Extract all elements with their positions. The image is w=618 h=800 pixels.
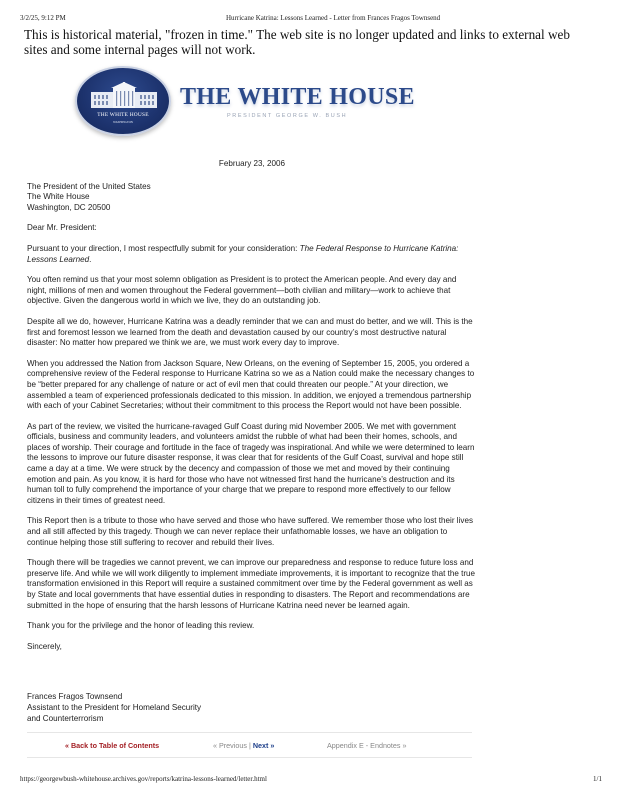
letter-body [27, 159, 477, 724]
intro-text: Pursuant to your direction, I most respectfully submit for your consideration: [27, 243, 300, 253]
signer-name: Frances Fragos Townsend [27, 692, 123, 702]
body-paragraph: You often remind us that your most solemn obligation as President is to protect the American people. And every day and night, millions of men and women throughout the Federal government—both civilian and military—work to achieve that objective. Given the dangerous world in which we live, they do an outstanding job. [27, 275, 457, 306]
recipient-address [27, 182, 477, 214]
address-line: The White House [27, 192, 90, 202]
logo-wordmark: THE WHITE HOUSE [180, 84, 415, 110]
intro-paragraph [27, 244, 477, 265]
seal-label: THE WHITE HOUSE [97, 112, 149, 118]
report-title: The Federal Response to Hurricane Katrina: Lessons Learned [27, 243, 459, 264]
signature-block [27, 692, 477, 724]
print-page-title: Hurricane Katrina: Lessons Learned - Letter from Frances Fragos Townsend [226, 14, 441, 22]
seal-sublabel: WASHINGTON [113, 120, 133, 124]
logo-tagline: PRESIDENT GEORGE W. BUSH [227, 113, 348, 119]
nav-separator: | [246, 741, 253, 750]
previous-link[interactable]: « Previous [213, 741, 247, 750]
next-link[interactable]: Next » [252, 741, 275, 750]
page-navigation [27, 732, 472, 758]
white-house-logo[interactable] [75, 66, 415, 138]
signature-space [27, 662, 477, 692]
body-paragraph: When you addressed the Nation from Jackson Square, New Orleans, on the evening of September 15, 2005, you ordered a comprehensive review of the Federal response to Hurricane Katrina so we as a Nation could make the necessary changes to be “better prepared for any challenge of nature or act of evil men that could threaten our people.” At your direction, we assembled a team of experienced professionals dedicated to this mission. In addition, we enjoyed a tremendous partnership with each of your Cabinet Secretaries; without their commitment to this process the Report would not have been possible. [27, 358, 475, 411]
historical-notice-banner: This is historical material, "frozen in time." The web site is no longer updated and links to external web sites and some internal pages will not work. [24, 27, 570, 57]
body-paragraph: As part of the review, we visited the hurricane-ravaged Gulf Coast during mid November 2005. We met with government officials, business and community leaders, and volunteers amidst the rubble of what had been their homes, schools, and places of worship. Their courage and fortitude in the face of tragedy was inspirational. And while we were determined to learn the lessons to improve our future disaster response, it was clear that for residents of the Gulf Coast, survival and hope still came a day at a time. We were struck by the decency and compassion of those we met and moved by their continuing emotion and pain. As you know, it is hard for those who have not witnessed first hand the hurricane’s destruction and its human toll to fully comprehend the importance of your charge that we prepare to respond more effectively to our fellow citizens in their times of greatest need. [27, 421, 475, 505]
prev-next-links [213, 741, 274, 750]
white-house-building-icon [91, 82, 157, 110]
body-paragraph: Despite all we do, however, Hurricane Katrina was a deadly reminder that we can and must do better, and we will. This is the first and foremost lesson we learned from the death and devastation caused by our country’s most destructive natural disaster: No matter how prepared we think we are, we must work every day to improve. [27, 316, 473, 348]
signer-title: Assistant to the President for Homeland Security [27, 702, 202, 712]
back-to-contents-link[interactable]: « Back to Table of Contents [65, 741, 160, 750]
appendix-link[interactable]: Appendix E - Endnotes » [327, 741, 407, 750]
salutation: Dear Mr. President: [27, 223, 97, 233]
signer-title: and Counterterrorism [27, 713, 104, 723]
letter-date: February 23, 2006 [218, 159, 286, 168]
body-paragraph: This Report then is a tribute to those who have served and those who have suffered. We remember those who lost their lives and all still affected by this tragedy. Though we can never replace their unfathomable losses, we have an obligation to continue helping those still suffering to recover and rebuild their lives. [27, 516, 473, 547]
print-url: https://georgewbush-whitehouse.archives.gov/reports/katrina-lessons-learned/letter.html [20, 775, 267, 783]
body-paragraph: Thank you for the privilege and the honor of leading this review. [27, 621, 255, 631]
closing: Sincerely, [27, 641, 62, 651]
body-paragraph: Though there will be tragedies we cannot prevent, we can improve our preparedness and response to reduce future loss and preserve life. And while we will work diligently to implement immediate improvements, it is important to recognize that the true transformation envisioned in this Report will require a sustained commitment over time by the Federal government as well as by State and local governments that have essential duties in responding to disasters. The Report and recommendations are submitted in the hope of ensuring that the harsh lessons of Hurricane Katrina need never be learned again. [27, 558, 476, 610]
intro-suffix: . [89, 254, 92, 264]
print-page-number: 1/1 [593, 775, 602, 783]
address-line: The President of the United States [27, 181, 151, 191]
white-house-seal-icon [75, 66, 171, 136]
print-datetime: 3/2/25, 9:12 PM [20, 14, 66, 22]
address-line: Washington, DC 20500 [27, 202, 111, 212]
